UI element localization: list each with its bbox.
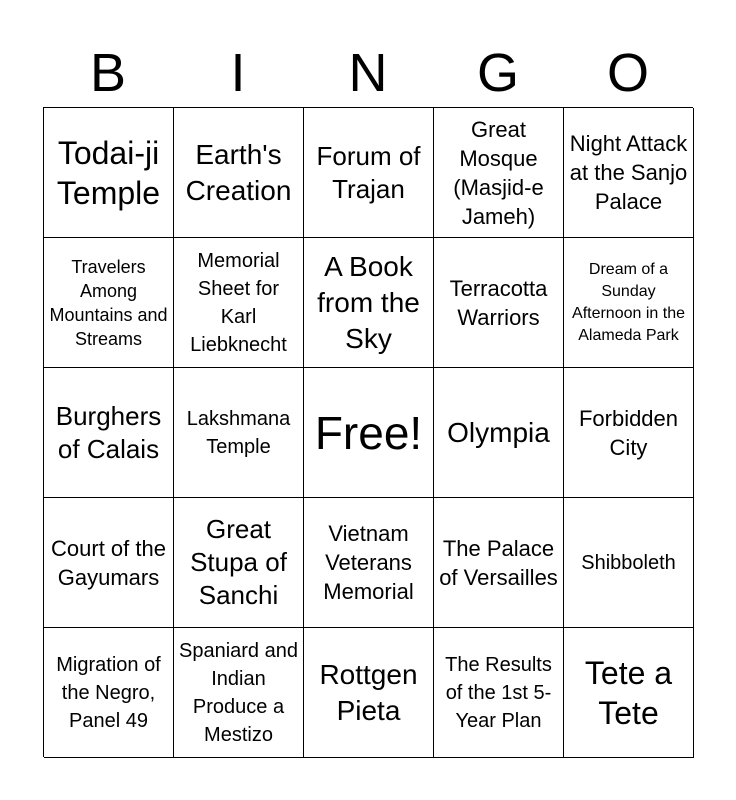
header-letter-i: I	[230, 43, 246, 103]
bingo-cell[interactable]	[434, 498, 564, 628]
bingo-cell[interactable]	[564, 108, 694, 238]
bingo-cell-text: Olympia	[447, 416, 550, 448]
bingo-cell[interactable]	[304, 628, 434, 758]
bingo-cell-text: The Palace of Versailles	[439, 535, 558, 590]
bingo-cell-text: A Book from the Sky	[317, 250, 420, 354]
bingo-cell-text: Tete a Tete	[584, 654, 673, 731]
bingo-cell-text: Rottgen Pieta	[319, 658, 418, 726]
bingo-cell[interactable]	[304, 498, 434, 628]
bingo-cell[interactable]	[564, 498, 694, 628]
bingo-cell[interactable]	[564, 368, 694, 498]
bingo-cell-text: Great Mosque (Masjid-e Jameh)	[453, 116, 544, 229]
bingo-cell[interactable]	[44, 628, 174, 758]
bingo-cell[interactable]	[174, 238, 304, 368]
bingo-free-space[interactable]	[304, 368, 434, 498]
bingo-cell-text: Earth's Creation	[185, 138, 292, 206]
bingo-cell-text: Court of the Gayumars	[51, 535, 166, 590]
bingo-cell-text: Migration of the Negro, Panel 49	[56, 653, 161, 732]
bingo-cell[interactable]	[44, 108, 174, 238]
bingo-cell[interactable]	[174, 368, 304, 498]
bingo-cell[interactable]	[304, 238, 434, 368]
bingo-cell[interactable]	[174, 628, 304, 758]
free-space-text: Free!	[314, 406, 423, 459]
header-letter-n: N	[348, 43, 388, 103]
bingo-cell-text: Vietnam Veterans Memorial	[323, 521, 414, 604]
bingo-cell[interactable]	[434, 108, 564, 238]
bingo-cell-text: Memorial Sheet for Karl Liebknecht	[190, 249, 287, 356]
bingo-cell-text: Lakshmana Temple	[186, 407, 291, 458]
bingo-cell[interactable]	[44, 368, 174, 498]
bingo-cell[interactable]	[564, 238, 694, 368]
bingo-cell[interactable]	[434, 238, 564, 368]
bingo-cell[interactable]	[564, 628, 694, 758]
bingo-cell[interactable]	[174, 108, 304, 238]
bingo-cell[interactable]	[44, 498, 174, 628]
bingo-cell-text: Great Stupa of Sanchi	[190, 514, 287, 610]
bingo-cell[interactable]	[434, 368, 564, 498]
bingo-cell-text: Forbidden City	[578, 405, 679, 460]
bingo-header	[43, 38, 693, 108]
bingo-cell-text: Shibboleth	[581, 551, 676, 574]
bingo-cell-text: Night Attack at the Sanjo Palace	[569, 131, 688, 214]
bingo-cell[interactable]	[304, 108, 434, 238]
bingo-cell-text: Forum of Trajan	[316, 140, 421, 204]
bingo-cell-text: Dream of a Sunday Afternoon in the Alameda Park	[572, 260, 685, 344]
bingo-cell-text: The Results of the 1st 5-Year Plan	[445, 653, 552, 732]
bingo-cell[interactable]	[434, 628, 564, 758]
bingo-cell-text: Terracotta Warriors	[449, 275, 548, 330]
header-letter-b: B	[89, 43, 127, 103]
bingo-cell-text: Spaniard and Indian Produce a Mestizo	[179, 639, 298, 746]
bingo-cell[interactable]	[44, 238, 174, 368]
bingo-cell-text: Todai-ji Temple	[56, 134, 161, 211]
bingo-cell[interactable]	[174, 498, 304, 628]
bingo-card-grid	[43, 107, 693, 757]
header-letter-g: G	[476, 43, 519, 103]
bingo-cell-text: Burghers of Calais	[55, 400, 162, 464]
bingo-cell-text: Travelers Among Mountains and Streams	[49, 256, 168, 349]
header-letter-o: O	[606, 43, 649, 103]
